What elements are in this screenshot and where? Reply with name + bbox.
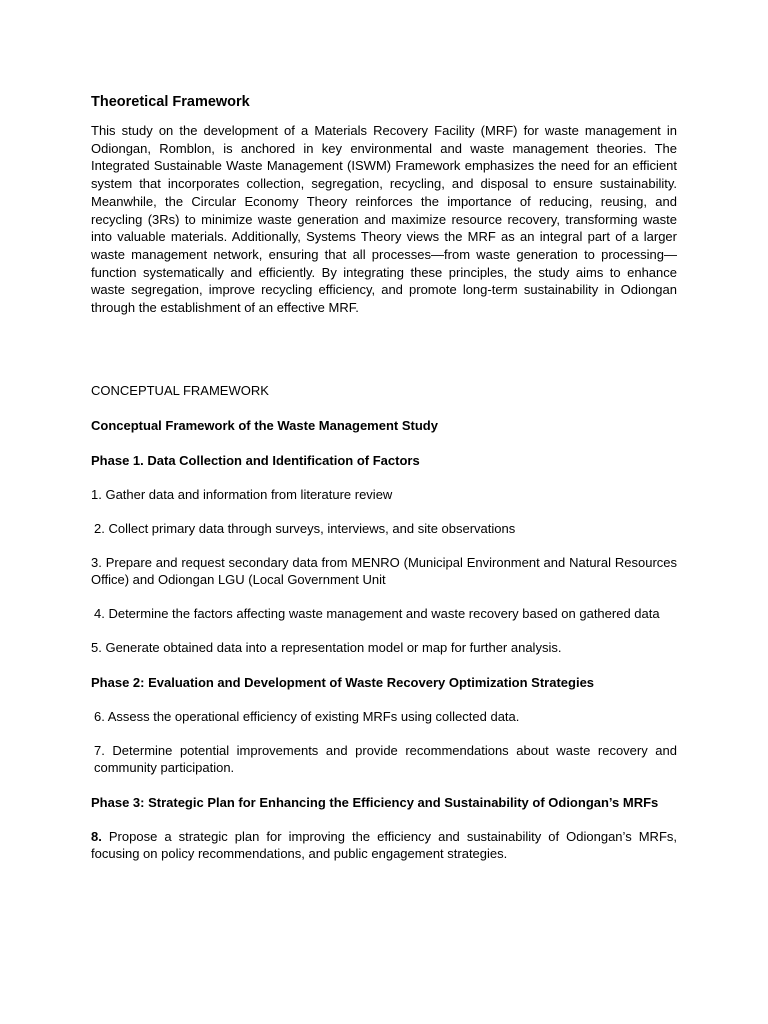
phase2-item-7: 7. Determine potential improvements and provide recommendations about waste recovery and community participation. <box>94 742 677 775</box>
phase1-item-1: 1. Gather data and information from literature review <box>91 486 393 502</box>
phase2-item-6: 6. Assess the operational efficiency of existing MRFs using collected data. <box>94 708 520 724</box>
conceptual-framework-label: CONCEPTUAL FRAMEWORK <box>91 382 269 398</box>
document-page <box>91 92 677 862</box>
phase3-item-8 <box>91 828 677 862</box>
phase1-item-4: 4. Determine the factors affecting waste management and waste recovery based on gathered data <box>94 605 660 621</box>
phase3-item-text: Propose a strategic plan for improving the efficiency and sustainability of Odiongan’s MRFs, focusing on policy recommendations, and public engagement strategies. <box>91 828 677 861</box>
phase3-title: Phase 3: Strategic Plan for Enhancing the Efficiency and Sustainability of Odiongan’s MRFs <box>91 794 659 810</box>
phase1-item-3: 3. Prepare and request secondary data from MENRO (Municipal Environment and Natural Resources Office) and Odiongan LGU (Local Government Unit <box>91 554 677 587</box>
conceptual-framework-title: Conceptual Framework of the Waste Management Study <box>91 417 438 433</box>
theoretical-framework-heading: Theoretical Framework <box>91 94 250 110</box>
phase1-title: Phase 1. Data Collection and Identification of Factors <box>91 452 420 468</box>
phase3-item-number: 8. <box>91 828 102 844</box>
theoretical-framework-paragraph: This study on the development of a Materials Recovery Facility (MRF) for waste management in Odiongan, Romblon, is anchored in key environmental and waste management theories. The Integrated Sustainable Waste Management (ISWM) Framework emphasizes the need for an efficient system that incorporates collection, segregation, recycling, and disposal to ensure sustainability. Meanwhile, the Circular Economy Theory reinforces the importance of reducing, reusing, and recycling (3Rs) to minimize waste generation and maximize resource recovery, transforming waste into valuable materials. Additionally, Systems Theory views the MRF as an integral part of a larger waste management network, ensuring that all processes—from waste generation to processing—function systematically and efficiently. By integrating these principles, the study aims to enhance waste segregation, improve recycling efficiency, and promote long-term sustainability in Odiongan through the establishment of an effective MRF. <box>91 123 677 316</box>
phase1-item-5: 5. Generate obtained data into a representation model or map for further analysis. <box>91 639 562 655</box>
phase1-item-2: 2. Collect primary data through surveys, interviews, and site observations <box>94 520 516 536</box>
phase2-title: Phase 2: Evaluation and Development of Waste Recovery Optimization Strategies <box>91 674 595 690</box>
